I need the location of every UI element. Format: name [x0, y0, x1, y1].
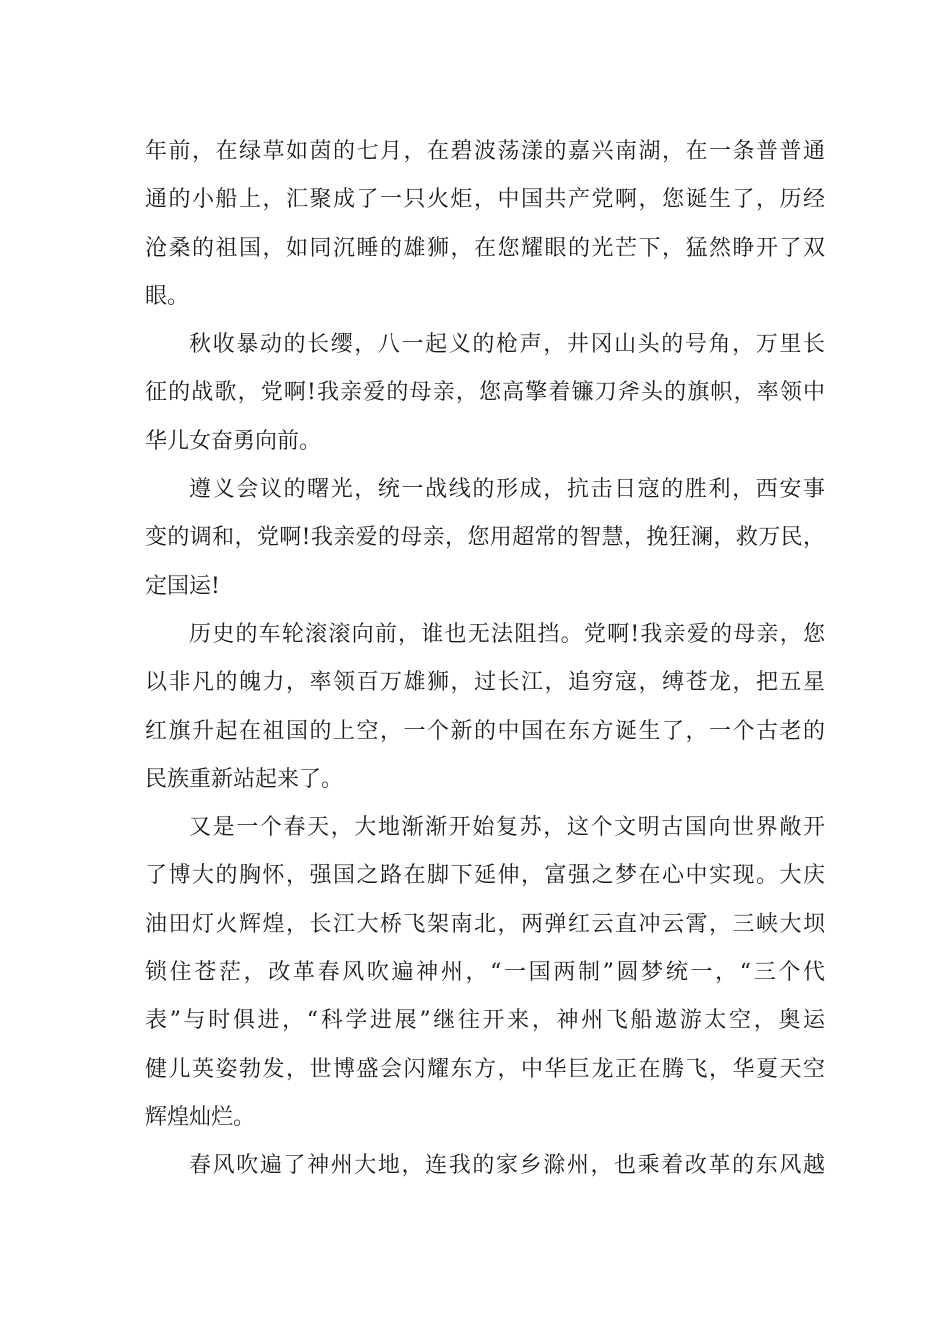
text-line: 了博大的胸怀，强国之路在脚下延伸，富强之梦在心中实现。大庆	[145, 863, 825, 889]
text-line: 征的战歌，党啊!我亲爱的母亲，您高擎着镰刀斧头的旗帜，率领中	[145, 380, 825, 406]
text-line: 定国运!	[145, 573, 220, 599]
paragraph	[145, 611, 825, 804]
paragraph	[145, 466, 825, 611]
text-line: 遵义会议的曙光，统一战线的形成，抗击日寇的胜利，西安事	[189, 477, 825, 503]
text-line: 眼。	[145, 283, 190, 309]
text-line: 辉煌灿烂。	[145, 1104, 256, 1130]
text-line: 表”与时俱进，“科学进展”继往开来，神州飞船遨游太空，奥运	[145, 1008, 825, 1034]
body-text	[145, 128, 825, 1191]
text-line: 油田灯火辉煌，长江大桥飞架南北，两弹红云直冲云霄，三峡大坝	[145, 911, 825, 937]
text-line: 又是一个春天，大地渐渐开始复苏，这个文明古国向世界敞开	[189, 815, 825, 841]
text-line: 红旗升起在祖国的上空，一个新的中国在东方诞生了，一个古老的	[145, 718, 825, 744]
paragraph	[145, 1142, 825, 1190]
text-line: 民族重新站起来了。	[145, 766, 344, 792]
text-line: 健儿英姿勃发，世博盛会闪耀东方，中华巨龙正在腾飞，华夏天空	[145, 1056, 825, 1082]
paragraph	[145, 804, 825, 1142]
text-line: 变的调和，党啊!我亲爱的母亲，您用超常的智慧，挽狂澜，救万民，	[145, 525, 825, 551]
paragraph	[145, 128, 825, 321]
text-line: 锁住苍茫，改革春风吹遍神州，“一国两制”圆梦统一，“三个代	[145, 960, 825, 986]
text-line: 年前，在绿草如茵的七月，在碧波荡漾的嘉兴南湖，在一条普普通	[145, 139, 825, 164]
text-line: 秋收暴动的长缨，八一起义的枪声，井冈山头的号角，万里长	[189, 332, 825, 358]
paragraph	[145, 321, 825, 466]
text-line: 历史的车轮滚滚向前，谁也无法阻挡。党啊!我亲爱的母亲，您	[189, 621, 825, 647]
text-line: 沧桑的祖国，如同沉睡的雄狮，在您耀眼的光芒下，猛然睁开了双	[145, 235, 825, 261]
text-line: 以非凡的魄力，率领百万雄狮，过长江，追穷寇，缚苍龙，把五星	[145, 670, 825, 696]
text-line: 春风吹遍了神州大地，连我的家乡滁州，也乘着改革的东风越	[189, 1153, 825, 1179]
text-line: 通的小船上，汇聚成了一只火炬，中国共产党啊，您诞生了，历经	[145, 187, 825, 213]
text-line: 华儿女奋勇向前。	[145, 428, 322, 454]
